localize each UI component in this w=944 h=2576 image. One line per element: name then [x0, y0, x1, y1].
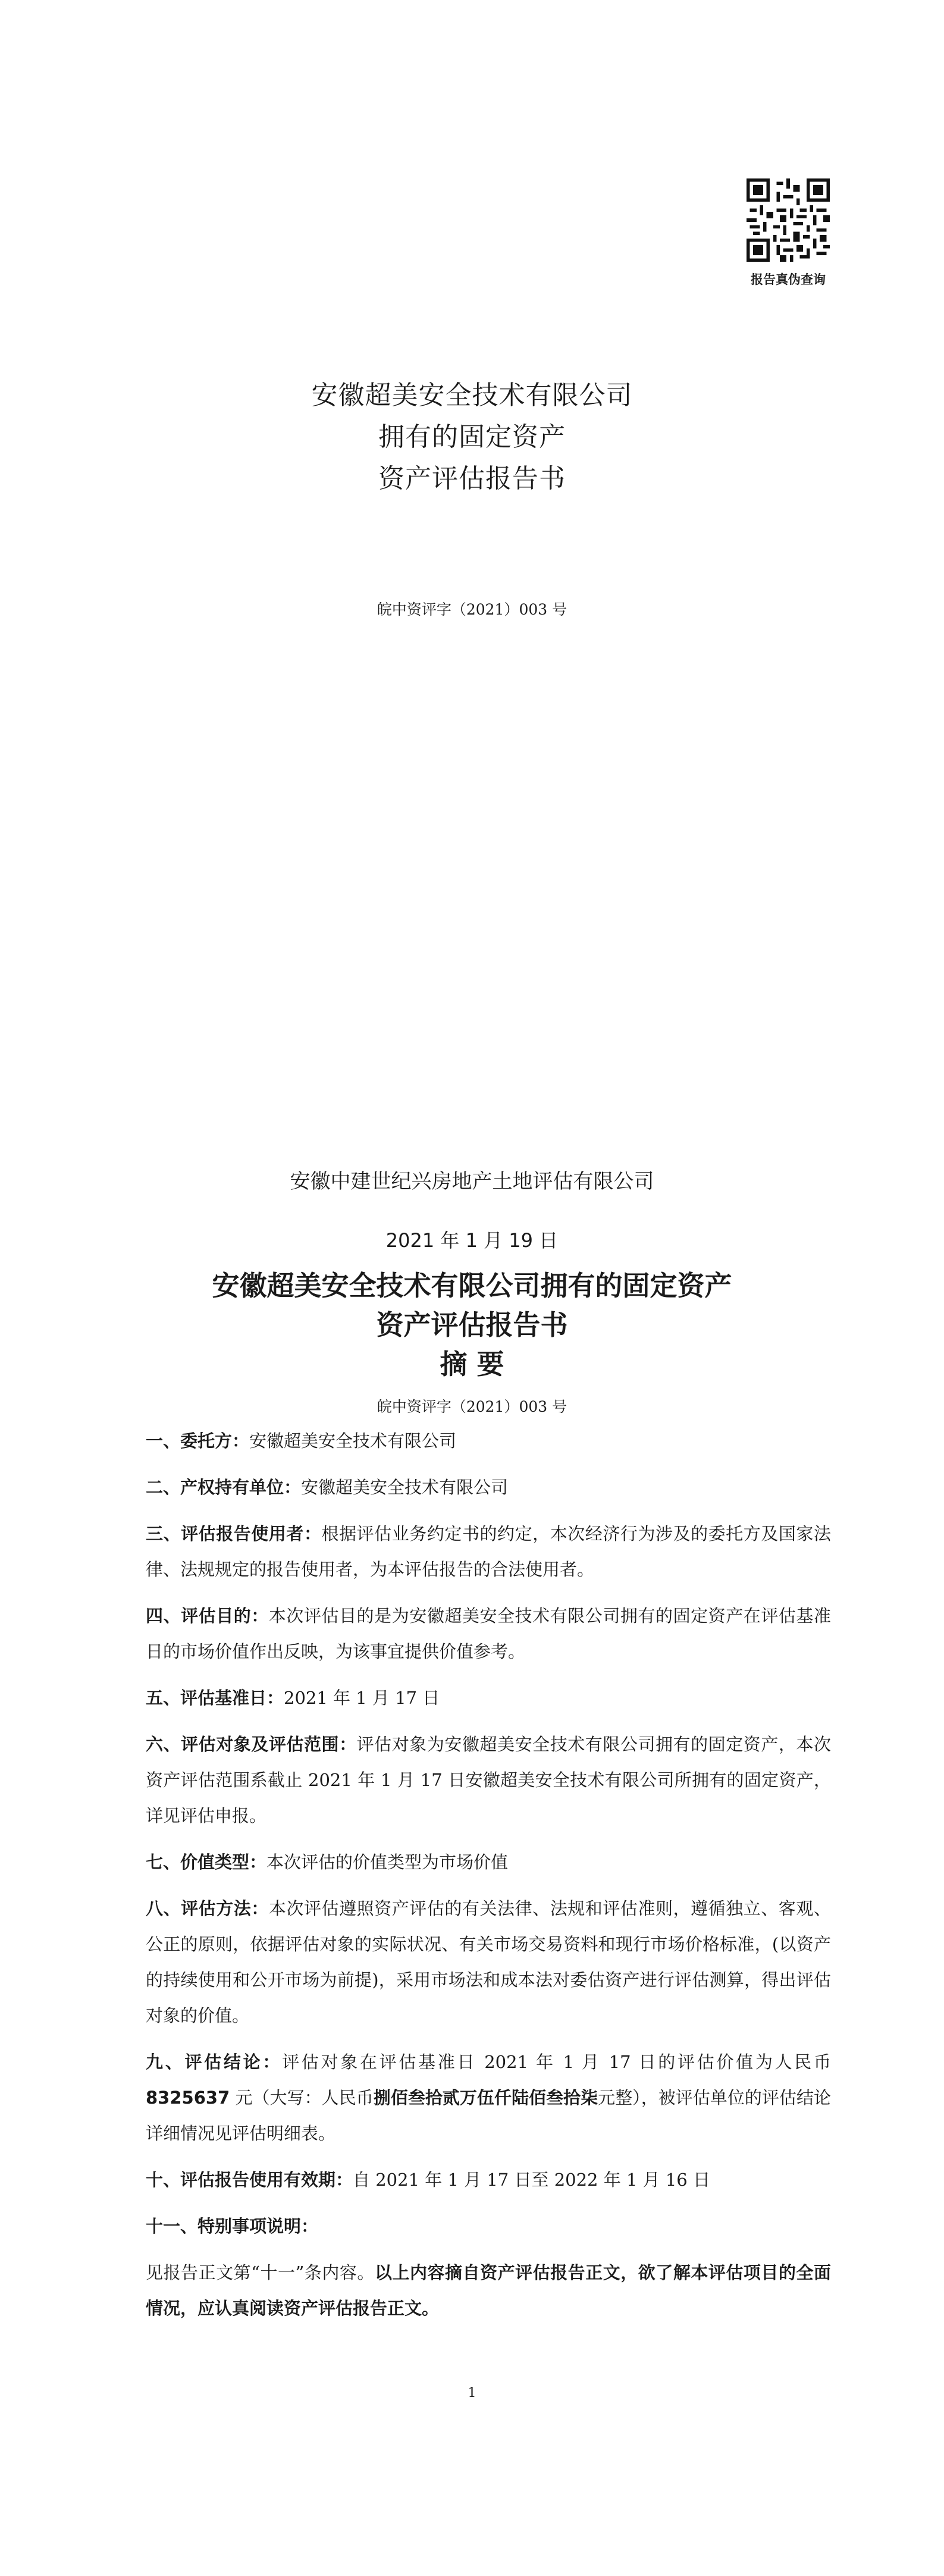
cover-title-line-1: 安徽超美安全技术有限公司 [311, 380, 633, 410]
summary-title-line-2: 资产评估报告书 [376, 1309, 568, 1341]
summary-report-number: 皖中资评字（2021）003 号 [377, 1398, 567, 1415]
summary-item-7: 七、价值类型：本次评估的价值类型为市场价值 [146, 1852, 509, 1872]
valuation-amount: 8325637 [146, 2088, 230, 2108]
summary-title-line-1: 安徽超美安全技术有限公司拥有的固定资产 [212, 1270, 732, 1302]
summary-item-6: 六、评估对象及评估范围：评估对象为安徽超美安全技术有限公司拥有的固定资产，本次资产评估范围系截止 2021 年 1 月 17 日安徽超美安全技术有限公司所拥有的固定资产，详见评估申报。 [146, 1734, 831, 1826]
summary-item-3: 三、评估报告使用者：根据评估业务约定书的约定，本次经济行为涉及的委托方及国家法律、法规规定的报告使用者，为本评估报告的合法使用者。 [146, 1524, 831, 1580]
appraiser-company: 安徽中建世纪兴房地产土地评估有限公司 [290, 1170, 654, 1193]
summary-item-11: 十一、特别事项说明： [146, 2216, 319, 2236]
summary-item-2: 二、产权持有单位：安徽超美安全技术有限公司 [146, 1477, 509, 1497]
summary-item-4: 四、评估目的：本次评估目的是为安徽超美安全技术有限公司拥有的固定资产在评估基准日的市场价值作出反映，为该事宜提供价值参考。 [146, 1606, 831, 1662]
page-number: 1 [468, 2386, 476, 2400]
summary-item-9: 九、评估结论：评估对象在评估基准日 2021 年 1 月 17 日的评估价值为人民币 8325637 元（大写：人民币捌佰叁拾贰万伍仟陆佰叁拾柒元整），被评估单位的评估结论详细情况见评估明细表。 [146, 2052, 831, 2143]
summary-item-1: 一、委托方：安徽超美安全技术有限公司 [146, 1431, 457, 1451]
summary-item-5: 五、评估基准日：2021 年 1 月 17 日 [146, 1688, 440, 1708]
summary-item-8: 八、评估方法：本次评估遵照资产评估的有关法律、法规和评估准则，遵循独立、客观、公正的原则，依据评估对象的实际状况、有关市场交易资料和现行市场价格标准，(以资产的持续使用和公开市场为前提)，采用市场法和成本法对委估资产进行评估测算，得出评估对象的价值。 [146, 1898, 831, 2026]
qr-caption: 报告真伪查询 [751, 272, 826, 287]
summary-body [146, 1423, 831, 2337]
cover-report-number: 皖中资评字（2021）003 号 [377, 601, 567, 618]
special-note-emphasis: 以上内容摘自资产评估报告正文，欲了解本评估项目的全面情况，应认真阅读资产评估报告正文。 [146, 2262, 831, 2318]
cover-title-line-2: 拥有的固定资产 [378, 422, 566, 452]
summary-title-line-3: 摘 要 [440, 1348, 504, 1380]
valuation-amount-words: 捌佰叁拾贰万伍仟陆佰叁拾柒 [373, 2088, 598, 2108]
cover-title-line-3: 资产评估报告书 [378, 463, 566, 494]
special-note: 见报告正文第“十一”条内容。以上内容摘自资产评估报告正文，欲了解本评估项目的全面情况，应认真阅读资产评估报告正文。 [146, 2262, 831, 2318]
qr-code-icon[interactable] [747, 178, 830, 262]
summary-item-10: 十、评估报告使用有效期：自 2021 年 1 月 17 日至 2022 年 1 月 16 日 [146, 2170, 710, 2190]
report-date: 2021 年 1 月 19 日 [385, 1229, 559, 1252]
